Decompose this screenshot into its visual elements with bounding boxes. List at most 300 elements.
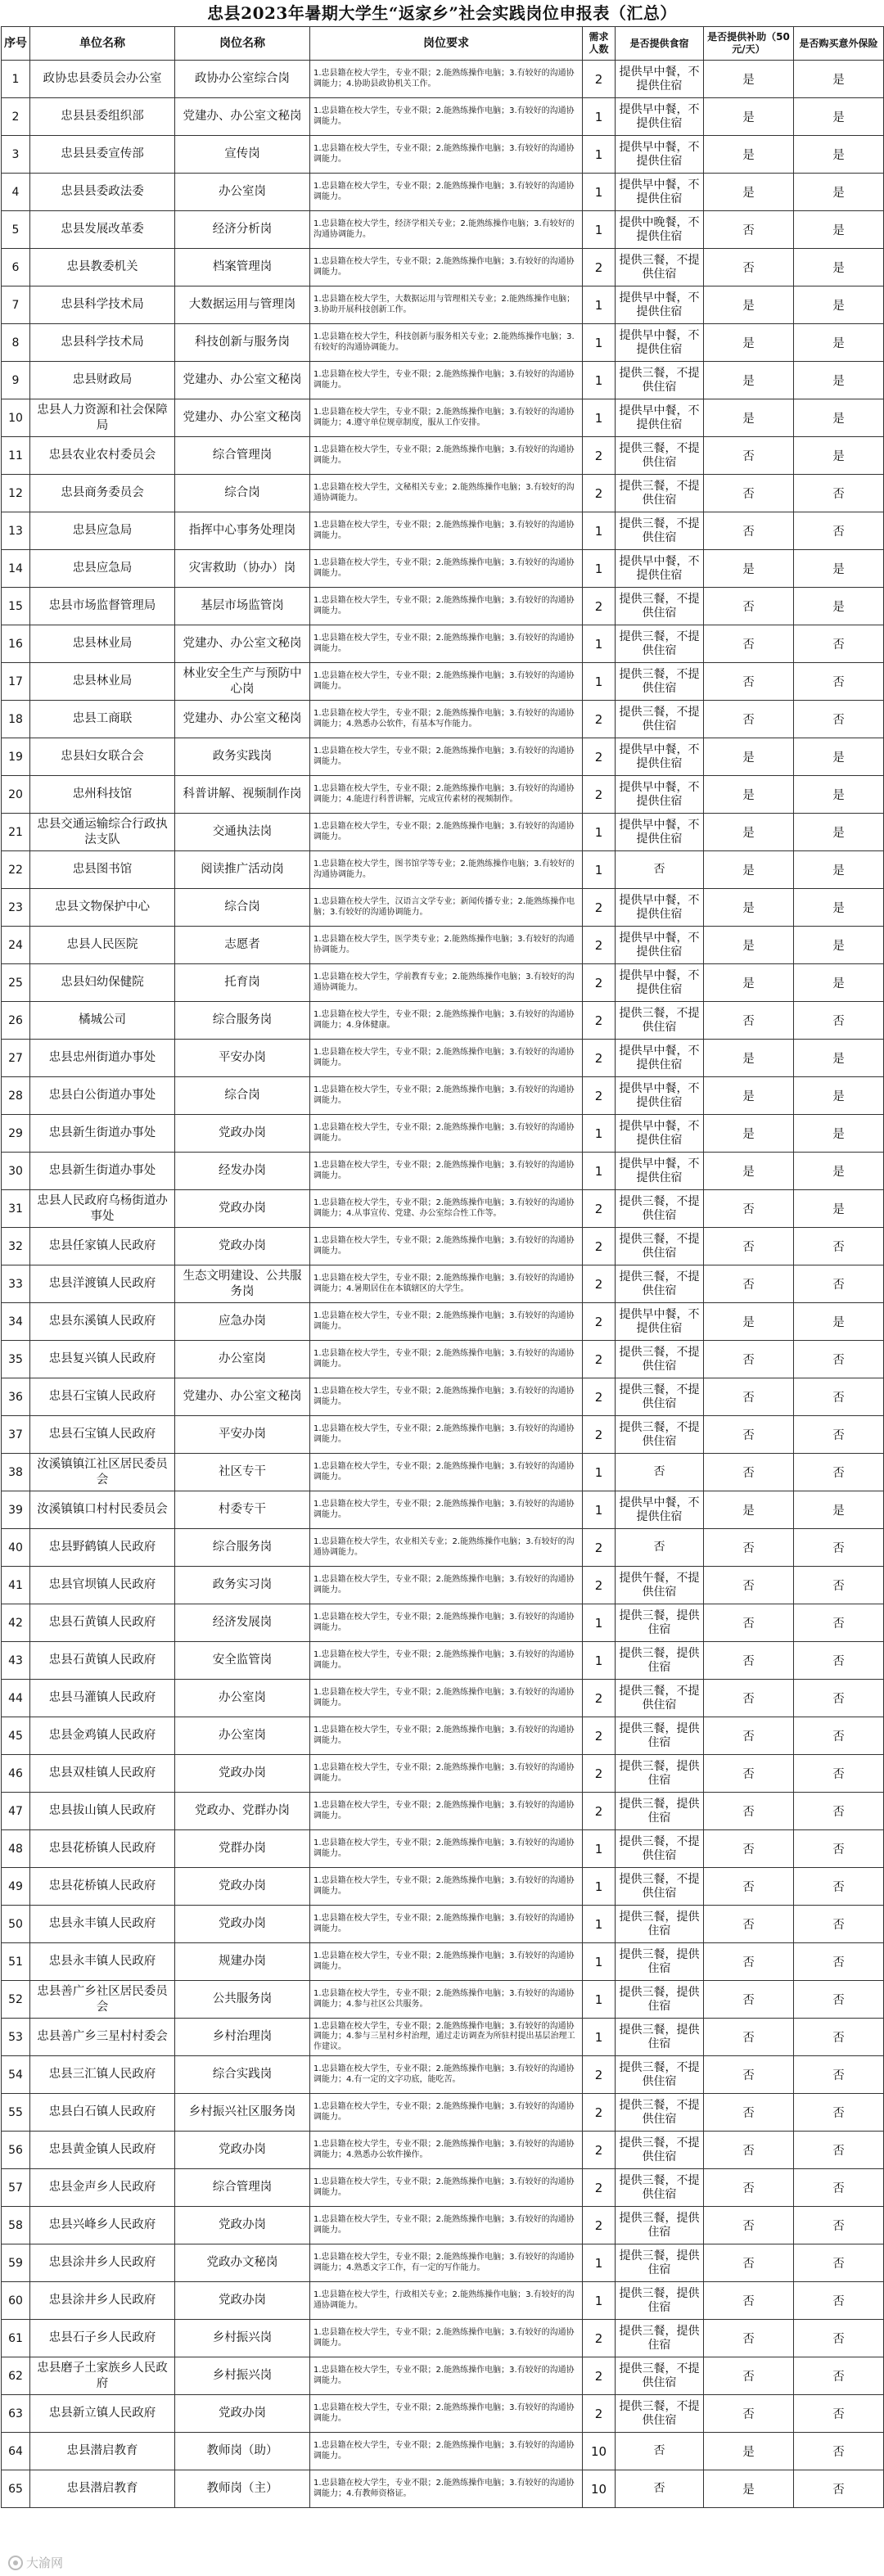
cell-subsidy: 否 bbox=[704, 2395, 794, 2433]
table-row bbox=[2, 2094, 884, 2132]
cell-seq: 45 bbox=[2, 1717, 30, 1755]
cell-seq: 21 bbox=[2, 814, 30, 851]
cell-unit: 忠县人民政府乌杨街道办事处 bbox=[30, 1190, 175, 1228]
cell-requirements: 1.忠县籍在校大学生，专业不限；2.能熟练操作电脑；3.有较好的沟通协调能力；4.参与社区公共服务。 bbox=[310, 1981, 583, 2019]
cell-headcount: 1 bbox=[583, 174, 616, 211]
cell-meals-lodging: 提供三餐，提供住宿 bbox=[616, 1793, 704, 1830]
cell-unit: 忠县双桂镇人民政府 bbox=[30, 1755, 175, 1793]
cell-subsidy: 否 bbox=[704, 2320, 794, 2357]
cell-seq: 3 bbox=[2, 136, 30, 174]
cell-position: 乡村振兴岗 bbox=[175, 2357, 310, 2395]
table-row bbox=[2, 2357, 884, 2395]
cell-requirements: 1.忠县籍在校大学生，专业不限；2.能熟练操作电脑；3.有较好的沟通协调能力。 bbox=[310, 98, 583, 136]
cell-seq: 12 bbox=[2, 475, 30, 512]
cell-position: 综合服务岗 bbox=[175, 1002, 310, 1040]
cell-position: 党政办岗 bbox=[175, 1190, 310, 1228]
cell-headcount: 2 bbox=[583, 1341, 616, 1378]
cell-insurance: 否 bbox=[794, 2019, 884, 2056]
cell-seq: 24 bbox=[2, 927, 30, 964]
cell-headcount: 2 bbox=[583, 1040, 616, 1077]
cell-headcount: 1 bbox=[583, 550, 616, 588]
cell-unit: 忠县妇幼保健院 bbox=[30, 964, 175, 1002]
cell-headcount: 2 bbox=[583, 889, 616, 927]
cell-insurance: 否 bbox=[794, 512, 884, 550]
cell-meals-lodging: 提供三餐，不提供住宿 bbox=[616, 1190, 704, 1228]
cell-position: 阅读推广活动岗 bbox=[175, 851, 310, 889]
cell-meals-lodging: 提供早中餐，不提供住宿 bbox=[616, 98, 704, 136]
cell-meals-lodging: 提供三餐，不提供住宿 bbox=[616, 2132, 704, 2169]
cell-subsidy: 是 bbox=[704, 851, 794, 889]
cell-requirements: 1.忠县籍在校大学生，文秘相关专业；2.能熟练操作电脑；3.有较好的沟通协调能力。 bbox=[310, 475, 583, 512]
cell-seq: 20 bbox=[2, 776, 30, 814]
cell-insurance: 否 bbox=[794, 1868, 884, 1906]
cell-insurance: 是 bbox=[794, 1190, 884, 1228]
cell-insurance: 否 bbox=[794, 1341, 884, 1378]
cell-position: 社区专干 bbox=[175, 1454, 310, 1491]
cell-insurance: 是 bbox=[794, 249, 884, 286]
table-row bbox=[2, 1454, 884, 1491]
cell-meals-lodging: 提供三餐，不提供住宿 bbox=[616, 1416, 704, 1454]
table-row bbox=[2, 776, 884, 814]
cell-subsidy: 是 bbox=[704, 324, 794, 362]
cell-position: 党建办、办公室文秘岗 bbox=[175, 701, 310, 738]
cell-unit: 忠县图书馆 bbox=[30, 851, 175, 889]
cell-subsidy: 否 bbox=[704, 2132, 794, 2169]
cell-position: 村委专干 bbox=[175, 1491, 310, 1529]
cell-insurance: 否 bbox=[794, 701, 884, 738]
cell-headcount: 2 bbox=[583, 738, 616, 776]
cell-headcount: 1 bbox=[583, 814, 616, 851]
cell-meals-lodging: 提供早中餐，不提供住宿 bbox=[616, 1153, 704, 1190]
cell-position: 党建办、办公室文秘岗 bbox=[175, 98, 310, 136]
cell-insurance: 是 bbox=[794, 964, 884, 1002]
table-row bbox=[2, 2132, 884, 2169]
table-row bbox=[2, 1416, 884, 1454]
cell-unit: 忠县永丰镇人民政府 bbox=[30, 1943, 175, 1981]
cell-seq: 23 bbox=[2, 889, 30, 927]
cell-unit: 忠县野鹤镇人民政府 bbox=[30, 1529, 175, 1567]
cell-requirements: 1.忠县籍在校大学生，专业不限；2.能熟练操作电脑；3.有较好的沟通协调能力。 bbox=[310, 1567, 583, 1604]
table-row bbox=[2, 211, 884, 249]
cell-unit: 忠县妇女联合会 bbox=[30, 738, 175, 776]
cell-seq: 36 bbox=[2, 1378, 30, 1416]
cell-subsidy: 否 bbox=[704, 1943, 794, 1981]
cell-meals-lodging: 提供三餐，不提供住宿 bbox=[616, 437, 704, 475]
cell-seq: 64 bbox=[2, 2433, 30, 2470]
cell-headcount: 2 bbox=[583, 1265, 616, 1303]
cell-insurance: 是 bbox=[794, 776, 884, 814]
cell-seq: 32 bbox=[2, 1228, 30, 1265]
cell-unit: 忠县潜启教育 bbox=[30, 2470, 175, 2508]
cell-requirements: 1.忠县籍在校大学生，专业不限；2.能熟练操作电脑；3.有较好的沟通协调能力。 bbox=[310, 249, 583, 286]
table-row bbox=[2, 324, 884, 362]
cell-meals-lodging: 提供三餐，提供住宿 bbox=[616, 1717, 704, 1755]
cell-headcount: 1 bbox=[583, 136, 616, 174]
cell-position: 平安办岗 bbox=[175, 1040, 310, 1077]
table-row bbox=[2, 1378, 884, 1416]
cell-subsidy: 是 bbox=[704, 738, 794, 776]
cell-headcount: 1 bbox=[583, 399, 616, 437]
cell-meals-lodging: 提供三餐，提供住宿 bbox=[616, 1642, 704, 1680]
cell-headcount: 2 bbox=[583, 1378, 616, 1416]
cell-seq: 30 bbox=[2, 1153, 30, 1190]
cell-insurance: 是 bbox=[794, 211, 884, 249]
cell-requirements: 1.忠县籍在校大学生，行政相关专业；2.能熟练操作电脑；3.有较好的沟通协调能力。 bbox=[310, 2282, 583, 2320]
cell-position: 党政办岗 bbox=[175, 2132, 310, 2169]
cell-requirements: 1.忠县籍在校大学生，专业不限；2.能熟练操作电脑；3.有较好的沟通协调能力；4.能进行科普讲解，完成宣传素材的视频制作。 bbox=[310, 776, 583, 814]
cell-headcount: 2 bbox=[583, 437, 616, 475]
cell-position: 公共服务岗 bbox=[175, 1981, 310, 2019]
cell-headcount: 2 bbox=[583, 2207, 616, 2244]
cell-unit: 忠县洋渡镇人民政府 bbox=[30, 1265, 175, 1303]
cell-seq: 28 bbox=[2, 1077, 30, 1115]
cell-headcount: 1 bbox=[583, 1604, 616, 1642]
cell-meals-lodging: 提供早中餐，不提供住宿 bbox=[616, 324, 704, 362]
cell-seq: 65 bbox=[2, 2470, 30, 2508]
cell-subsidy: 否 bbox=[704, 512, 794, 550]
cell-position: 党政办岗 bbox=[175, 1868, 310, 1906]
cell-requirements: 1.忠县籍在校大学生，专业不限；2.能熟练操作电脑；3.有较好的沟通协调能力。 bbox=[310, 625, 583, 663]
cell-unit: 忠县新生街道办事处 bbox=[30, 1115, 175, 1153]
cell-insurance: 是 bbox=[794, 1040, 884, 1077]
cell-meals-lodging: 提供早中餐，不提供住宿 bbox=[616, 286, 704, 324]
cell-position: 综合岗 bbox=[175, 889, 310, 927]
cell-position: 乡村治理岗 bbox=[175, 2019, 310, 2056]
cell-seq: 2 bbox=[2, 98, 30, 136]
cell-requirements: 1.忠县籍在校大学生，专业不限；2.能熟练操作电脑；3.有较好的沟通协调能力。 bbox=[310, 1680, 583, 1717]
cell-insurance: 否 bbox=[794, 1755, 884, 1793]
cell-position: 办公室岗 bbox=[175, 1341, 310, 1378]
cell-unit: 忠县商务委员会 bbox=[30, 475, 175, 512]
cell-meals-lodging: 否 bbox=[616, 1529, 704, 1567]
table-row bbox=[2, 2320, 884, 2357]
table-row bbox=[2, 362, 884, 399]
cell-subsidy: 是 bbox=[704, 964, 794, 1002]
cell-insurance: 是 bbox=[794, 61, 884, 98]
cell-position: 科普讲解、视频制作岗 bbox=[175, 776, 310, 814]
header-position: 岗位名称 bbox=[175, 27, 310, 61]
cell-insurance: 是 bbox=[794, 1153, 884, 1190]
cell-seq: 17 bbox=[2, 663, 30, 701]
cell-seq: 5 bbox=[2, 211, 30, 249]
cell-unit: 忠县涂井乡人民政府 bbox=[30, 2282, 175, 2320]
cell-subsidy: 否 bbox=[704, 588, 794, 625]
cell-requirements: 1.忠县籍在校大学生，专业不限；2.能熟练操作电脑；3.有较好的沟通协调能力；4.有一定的文字功底，能吃苦。 bbox=[310, 2056, 583, 2094]
cell-unit: 忠县农业农村委员会 bbox=[30, 437, 175, 475]
cell-insurance: 是 bbox=[794, 1491, 884, 1529]
cell-seq: 51 bbox=[2, 1943, 30, 1981]
cell-unit: 忠县潜启教育 bbox=[30, 2433, 175, 2470]
cell-seq: 61 bbox=[2, 2320, 30, 2357]
cell-unit: 忠县市场监督管理局 bbox=[30, 588, 175, 625]
cell-subsidy: 否 bbox=[704, 1981, 794, 2019]
cell-unit: 忠县新生街道办事处 bbox=[30, 1153, 175, 1190]
table-row bbox=[2, 1002, 884, 1040]
table-row bbox=[2, 889, 884, 927]
table-header-row bbox=[2, 27, 884, 61]
cell-insurance: 否 bbox=[794, 2320, 884, 2357]
cell-subsidy: 是 bbox=[704, 776, 794, 814]
table-row bbox=[2, 2433, 884, 2470]
table-row bbox=[2, 927, 884, 964]
cell-requirements: 1.忠县籍在校大学生，专业不限；2.能熟练操作电脑；3.有较好的沟通协调能力。 bbox=[310, 1077, 583, 1115]
cell-unit: 忠县县委政法委 bbox=[30, 174, 175, 211]
cell-insurance: 否 bbox=[794, 1265, 884, 1303]
table-row bbox=[2, 588, 884, 625]
cell-headcount: 2 bbox=[583, 1303, 616, 1341]
cell-subsidy: 是 bbox=[704, 1153, 794, 1190]
table-row bbox=[2, 437, 884, 475]
cell-headcount: 1 bbox=[583, 362, 616, 399]
cell-subsidy: 否 bbox=[704, 1265, 794, 1303]
cell-subsidy: 否 bbox=[704, 1642, 794, 1680]
table-row bbox=[2, 2019, 884, 2056]
cell-meals-lodging: 提供三餐，提供住宿 bbox=[616, 2207, 704, 2244]
cell-meals-lodging: 提供三餐，不提供住宿 bbox=[616, 1228, 704, 1265]
cell-seq: 54 bbox=[2, 2056, 30, 2094]
cell-requirements: 1.忠县籍在校大学生，专业不限；2.能熟练操作电脑；3.有较好的沟通协调能力；4.协助县政协机关工作。 bbox=[310, 61, 583, 98]
cell-requirements: 1.忠县籍在校大学生，专业不限；2.能熟练操作电脑；3.有较好的沟通协调能力；4.有教师资格证。 bbox=[310, 2470, 583, 2508]
cell-headcount: 2 bbox=[583, 1755, 616, 1793]
cell-subsidy: 否 bbox=[704, 1002, 794, 1040]
cell-position: 经发办岗 bbox=[175, 1153, 310, 1190]
cell-headcount: 1 bbox=[583, 1868, 616, 1906]
cell-unit: 忠县交通运输综合行政执法支队 bbox=[30, 814, 175, 851]
cell-seq: 4 bbox=[2, 174, 30, 211]
header-headcount: 需求人数 bbox=[583, 27, 616, 61]
cell-meals-lodging: 提供三餐，不提供住宿 bbox=[616, 1002, 704, 1040]
cell-meals-lodging: 提供三餐，不提供住宿 bbox=[616, 1830, 704, 1868]
cell-position: 教师岗（助） bbox=[175, 2433, 310, 2470]
cell-insurance: 否 bbox=[794, 1002, 884, 1040]
cell-position: 大数据运用与管理岗 bbox=[175, 286, 310, 324]
cell-meals-lodging: 提供早中餐，不提供住宿 bbox=[616, 814, 704, 851]
table-row bbox=[2, 1830, 884, 1868]
cell-seq: 39 bbox=[2, 1491, 30, 1529]
cell-insurance: 否 bbox=[794, 1228, 884, 1265]
table-row bbox=[2, 1190, 884, 1228]
cell-meals-lodging: 提供三餐，不提供住宿 bbox=[616, 362, 704, 399]
cell-meals-lodging: 提供三餐，提供住宿 bbox=[616, 1906, 704, 1943]
table-row bbox=[2, 1906, 884, 1943]
cell-insurance: 是 bbox=[794, 174, 884, 211]
cell-position: 党政办岗 bbox=[175, 1228, 310, 1265]
cell-seq: 13 bbox=[2, 512, 30, 550]
cell-position: 党建办、办公室文秘岗 bbox=[175, 1378, 310, 1416]
cell-headcount: 2 bbox=[583, 927, 616, 964]
cell-position: 综合岗 bbox=[175, 1077, 310, 1115]
table-row bbox=[2, 286, 884, 324]
cell-subsidy: 是 bbox=[704, 889, 794, 927]
cell-meals-lodging: 提供早中餐，不提供住宿 bbox=[616, 1115, 704, 1153]
cell-seq: 63 bbox=[2, 2395, 30, 2433]
cell-requirements: 1.忠县籍在校大学生，科技创新与服务相关专业；2.能熟练操作电脑；3.有较好的沟通协调能力。 bbox=[310, 324, 583, 362]
cell-subsidy: 是 bbox=[704, 61, 794, 98]
cell-position: 志愿者 bbox=[175, 927, 310, 964]
cell-meals-lodging: 提供三餐，提供住宿 bbox=[616, 1943, 704, 1981]
cell-position: 综合服务岗 bbox=[175, 1529, 310, 1567]
cell-unit: 忠县发展改革委 bbox=[30, 211, 175, 249]
cell-subsidy: 是 bbox=[704, 174, 794, 211]
cell-position: 党政办岗 bbox=[175, 2395, 310, 2433]
cell-seq: 57 bbox=[2, 2169, 30, 2207]
cell-subsidy: 否 bbox=[704, 2169, 794, 2207]
cell-requirements: 1.忠县籍在校大学生，专业不限；2.能熟练操作电脑；3.有较好的沟通协调能力；4.从事宣传、党建、办公室综合性工作等。 bbox=[310, 1190, 583, 1228]
cell-seq: 10 bbox=[2, 399, 30, 437]
cell-meals-lodging: 否 bbox=[616, 851, 704, 889]
cell-seq: 33 bbox=[2, 1265, 30, 1303]
cell-requirements: 1.忠县籍在校大学生，专业不限；2.能熟练操作电脑；3.有较好的沟通协调能力。 bbox=[310, 1416, 583, 1454]
cell-seq: 44 bbox=[2, 1680, 30, 1717]
cell-subsidy: 否 bbox=[704, 1793, 794, 1830]
table-row bbox=[2, 1755, 884, 1793]
cell-headcount: 2 bbox=[583, 2169, 616, 2207]
cell-requirements: 1.忠县籍在校大学生，专业不限；2.能熟练操作电脑；3.有较好的沟通协调能力。 bbox=[310, 1868, 583, 1906]
cell-position: 档案管理岗 bbox=[175, 249, 310, 286]
cell-unit: 忠县科学技术局 bbox=[30, 286, 175, 324]
cell-subsidy: 否 bbox=[704, 1190, 794, 1228]
cell-insurance: 否 bbox=[794, 1642, 884, 1680]
cell-meals-lodging: 提供三餐，不提供住宿 bbox=[616, 1868, 704, 1906]
cell-unit: 橘城公司 bbox=[30, 1002, 175, 1040]
cell-seq: 11 bbox=[2, 437, 30, 475]
cell-requirements: 1.忠县籍在校大学生，经济学相关专业；2.能熟练操作电脑；3.有较好的沟通协调能力。 bbox=[310, 211, 583, 249]
cell-requirements: 1.忠县籍在校大学生，图书馆学等专业；2.能熟练操作电脑；3.有较好的沟通协调能力。 bbox=[310, 851, 583, 889]
cell-headcount: 2 bbox=[583, 2056, 616, 2094]
cell-meals-lodging: 提供三餐，不提供住宿 bbox=[616, 475, 704, 512]
table-row bbox=[2, 1341, 884, 1378]
cell-unit: 忠县黄金镇人民政府 bbox=[30, 2132, 175, 2169]
table-row bbox=[2, 1491, 884, 1529]
cell-unit: 忠县白公街道办事处 bbox=[30, 1077, 175, 1115]
cell-subsidy: 是 bbox=[704, 1303, 794, 1341]
table-row bbox=[2, 550, 884, 588]
cell-subsidy: 否 bbox=[704, 1830, 794, 1868]
header-seq: 序号 bbox=[2, 27, 30, 61]
cell-headcount: 1 bbox=[583, 625, 616, 663]
cell-requirements: 1.忠县籍在校大学生，专业不限；2.能熟练操作电脑；3.有较好的沟通协调能力。 bbox=[310, 738, 583, 776]
table-row bbox=[2, 964, 884, 1002]
table-row bbox=[2, 2056, 884, 2094]
cell-headcount: 2 bbox=[583, 1793, 616, 1830]
cell-subsidy: 是 bbox=[704, 814, 794, 851]
cell-position: 党建办、办公室文秘岗 bbox=[175, 625, 310, 663]
cell-subsidy: 是 bbox=[704, 2470, 794, 2508]
cell-insurance: 否 bbox=[794, 2244, 884, 2282]
cell-unit: 忠县官坝镇人民政府 bbox=[30, 1567, 175, 1604]
table-row bbox=[2, 1303, 884, 1341]
cell-unit: 忠县石黄镇人民政府 bbox=[30, 1604, 175, 1642]
table-row bbox=[2, 61, 884, 98]
cell-unit: 忠县忠州街道办事处 bbox=[30, 1040, 175, 1077]
cell-headcount: 2 bbox=[583, 2094, 616, 2132]
table-row bbox=[2, 1943, 884, 1981]
table-row bbox=[2, 2244, 884, 2282]
cell-headcount: 1 bbox=[583, 1943, 616, 1981]
cell-position: 党政办、党群办岗 bbox=[175, 1793, 310, 1830]
table-row bbox=[2, 1717, 884, 1755]
cell-headcount: 1 bbox=[583, 2244, 616, 2282]
cell-requirements: 1.忠县籍在校大学生，专业不限；2.能熟练操作电脑；3.有较好的沟通协调能力。 bbox=[310, 1491, 583, 1529]
table-row bbox=[2, 2169, 884, 2207]
cell-headcount: 1 bbox=[583, 286, 616, 324]
cell-seq: 16 bbox=[2, 625, 30, 663]
cell-subsidy: 否 bbox=[704, 1341, 794, 1378]
cell-requirements: 1.忠县籍在校大学生，专业不限；2.能熟练操作电脑；3.有较好的沟通协调能力；4.参与三星村乡村治理，通过走访调查为所驻村提出基层治理工作建议。 bbox=[310, 2019, 583, 2056]
cell-seq: 38 bbox=[2, 1454, 30, 1491]
table-row bbox=[2, 1793, 884, 1830]
cell-seq: 55 bbox=[2, 2094, 30, 2132]
cell-requirements: 1.忠县籍在校大学生，专业不限；2.能熟练操作电脑；3.有较好的沟通协调能力。 bbox=[310, 1341, 583, 1378]
table-row bbox=[2, 1642, 884, 1680]
table-row bbox=[2, 1115, 884, 1153]
table-row bbox=[2, 1868, 884, 1906]
cell-subsidy: 是 bbox=[704, 98, 794, 136]
cell-position: 综合管理岗 bbox=[175, 2169, 310, 2207]
cell-unit: 忠县石宝镇人民政府 bbox=[30, 1378, 175, 1416]
cell-position: 办公室岗 bbox=[175, 1717, 310, 1755]
cell-unit: 忠县花桥镇人民政府 bbox=[30, 1868, 175, 1906]
cell-requirements: 1.忠县籍在校大学生，大数据运用与管理相关专业；2.能熟练操作电脑；3.协助开展科技创新工作。 bbox=[310, 286, 583, 324]
cell-seq: 27 bbox=[2, 1040, 30, 1077]
cell-headcount: 2 bbox=[583, 2357, 616, 2395]
table-row bbox=[2, 2282, 884, 2320]
cell-insurance: 否 bbox=[794, 625, 884, 663]
cell-insurance: 否 bbox=[794, 1906, 884, 1943]
cell-unit: 忠县三汇镇人民政府 bbox=[30, 2056, 175, 2094]
cell-requirements: 1.忠县籍在校大学生，专业不限；2.能熟练操作电脑；3.有较好的沟通协调能力。 bbox=[310, 588, 583, 625]
cell-meals-lodging: 提供早中餐，不提供住宿 bbox=[616, 61, 704, 98]
cell-subsidy: 否 bbox=[704, 211, 794, 249]
cell-position: 综合管理岗 bbox=[175, 437, 310, 475]
cell-seq: 14 bbox=[2, 550, 30, 588]
cell-subsidy: 是 bbox=[704, 362, 794, 399]
header-unit: 单位名称 bbox=[30, 27, 175, 61]
document-title: 忠县2023年暑期大学生“返家乡”社会实践岗位申报表（汇总） bbox=[207, 3, 677, 23]
cell-meals-lodging: 提供午餐，不提供住宿 bbox=[616, 1567, 704, 1604]
cell-headcount: 2 bbox=[583, 776, 616, 814]
cell-position: 指挥中心事务处理岗 bbox=[175, 512, 310, 550]
cell-insurance: 是 bbox=[794, 1303, 884, 1341]
cell-requirements: 1.忠县籍在校大学生，专业不限；2.能熟练操作电脑；3.有较好的沟通协调能力。 bbox=[310, 1040, 583, 1077]
cell-position: 党政办岗 bbox=[175, 1755, 310, 1793]
table-row bbox=[2, 2207, 884, 2244]
cell-seq: 37 bbox=[2, 1416, 30, 1454]
cell-headcount: 1 bbox=[583, 1906, 616, 1943]
cell-subsidy: 是 bbox=[704, 1491, 794, 1529]
cell-unit: 忠县林业局 bbox=[30, 663, 175, 701]
cell-subsidy: 是 bbox=[704, 399, 794, 437]
cell-insurance: 否 bbox=[794, 1943, 884, 1981]
cell-unit: 忠县财政局 bbox=[30, 362, 175, 399]
cell-insurance: 是 bbox=[794, 136, 884, 174]
cell-position: 基层市场监管岗 bbox=[175, 588, 310, 625]
cell-insurance: 否 bbox=[794, 2357, 884, 2395]
cell-insurance: 是 bbox=[794, 399, 884, 437]
table-body bbox=[2, 61, 884, 2508]
cell-subsidy: 是 bbox=[704, 927, 794, 964]
cell-seq: 29 bbox=[2, 1115, 30, 1153]
cell-meals-lodging: 提供早中餐，不提供住宿 bbox=[616, 1040, 704, 1077]
cell-insurance: 是 bbox=[794, 814, 884, 851]
cell-meals-lodging: 提供三餐，不提供住宿 bbox=[616, 625, 704, 663]
cell-position: 政务实习岗 bbox=[175, 1567, 310, 1604]
cell-position: 灾害救助（协办）岗 bbox=[175, 550, 310, 588]
cell-insurance: 是 bbox=[794, 889, 884, 927]
circle-logo-icon bbox=[8, 2556, 23, 2570]
cell-seq: 62 bbox=[2, 2357, 30, 2395]
cell-seq: 34 bbox=[2, 1303, 30, 1341]
